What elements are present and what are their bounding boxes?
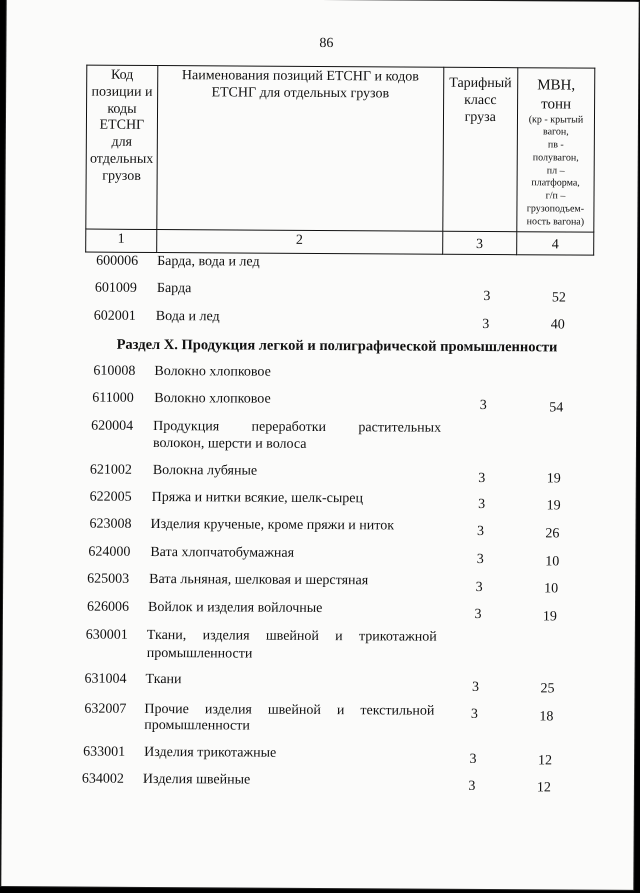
row-name-line2: промышленности xyxy=(146,645,253,662)
row-mvn: 18 xyxy=(539,709,554,725)
row-name-line2: промышленности xyxy=(144,717,250,734)
row-code: 622005 xyxy=(89,489,132,505)
header-mvn-column xyxy=(517,68,595,232)
header-line: ЕТСНГ xyxy=(99,118,145,134)
row-code: 620004 xyxy=(91,418,134,434)
row-name: Продукция переработки растительных xyxy=(153,418,442,436)
table-row xyxy=(5,279,640,306)
header-subline: пв - xyxy=(547,139,564,151)
row-tariff-class: 3 xyxy=(468,778,476,794)
row-tariff-class: 3 xyxy=(469,751,477,767)
row-tariff-class: 3 xyxy=(482,316,490,333)
header-subline: (кр - крытый xyxy=(528,113,584,126)
row-name: Волокно хлопковое xyxy=(154,363,271,380)
header-tariff-column xyxy=(442,67,517,231)
row-code: 602001 xyxy=(93,308,136,324)
row-mvn: 12 xyxy=(538,753,553,769)
header-subline: пл – xyxy=(546,165,565,177)
table-row xyxy=(4,417,640,452)
header-subline: г/п – xyxy=(545,190,566,202)
row-tariff-class: 3 xyxy=(471,679,480,695)
row-name: Войлок и изделия войлочные xyxy=(147,599,323,617)
header-line: грузов xyxy=(102,168,141,184)
header-line: МВН, xyxy=(537,77,576,94)
row-name: Ткани xyxy=(145,671,182,688)
row-tariff-class: 3 xyxy=(478,496,486,513)
row-code: 625003 xyxy=(87,571,130,587)
row-tariff-class: 3 xyxy=(476,551,484,568)
row-name: Вата льняная, шелковая и шерстяная xyxy=(149,571,369,589)
header-line: ЕТСНГ для отдельных грузов xyxy=(211,85,390,102)
column-number-row xyxy=(86,229,594,255)
row-name: Барда xyxy=(156,281,192,297)
row-code: 630001 xyxy=(85,627,128,643)
table-row xyxy=(3,543,640,570)
row-code: 600006 xyxy=(96,253,139,269)
row-code: 621002 xyxy=(89,462,132,478)
header-line: Код xyxy=(110,67,134,83)
row-name: Изделия крученые, кроме пряжи и ниток xyxy=(150,516,395,534)
row-mvn: 19 xyxy=(546,471,561,487)
row-code: 623008 xyxy=(89,516,132,532)
row-mvn: 10 xyxy=(544,581,559,597)
row-mvn: 12 xyxy=(536,780,551,796)
table-row xyxy=(4,515,640,542)
row-mvn: 26 xyxy=(545,526,560,542)
header-code-column xyxy=(86,65,158,229)
section-title: Раздел X. Продукция легкой и полиграфической промышленности xyxy=(116,336,558,356)
row-name: Вода и лед xyxy=(155,308,220,325)
row-code: 626006 xyxy=(86,599,130,615)
table-row xyxy=(5,307,640,333)
header-subline: полувагон, xyxy=(532,152,579,164)
table-row xyxy=(2,743,640,769)
header-line: тонн xyxy=(541,96,572,113)
table-row xyxy=(4,488,640,514)
header-subline: платформа, xyxy=(531,177,580,190)
row-tariff-class: 3 xyxy=(483,288,491,305)
row-mvn: 19 xyxy=(542,609,557,625)
table-header xyxy=(85,65,595,256)
header-line: Наименования позиций ЕТСНГ и кодов xyxy=(181,68,419,85)
table-row xyxy=(3,570,640,597)
row-mvn: 19 xyxy=(546,498,561,514)
column-number: 2 xyxy=(156,229,442,254)
header-row xyxy=(86,65,595,232)
row-name: Вата хлопчатобумажная xyxy=(150,544,295,561)
row-tariff-class: 3 xyxy=(476,523,485,540)
row-code: 624000 xyxy=(88,544,131,560)
header-line: класс xyxy=(464,92,497,108)
row-mvn: 52 xyxy=(551,290,566,306)
row-tariff-class: 3 xyxy=(479,397,487,414)
row-tariff-class: 3 xyxy=(475,579,483,595)
header-line: позиции и xyxy=(91,84,153,100)
table-row xyxy=(4,461,640,487)
document-page xyxy=(1,0,638,890)
row-mvn: 25 xyxy=(540,681,555,697)
table-row xyxy=(4,362,640,380)
row-name: Волокна лубяные xyxy=(152,462,258,479)
table-row xyxy=(2,770,640,796)
row-code: 611000 xyxy=(92,390,134,406)
row-name: Изделия трикотажные xyxy=(144,744,277,761)
table-row xyxy=(2,700,640,734)
column-number: 1 xyxy=(86,229,157,252)
row-name: Ткани, изделия швейной и трикотажной xyxy=(146,627,437,645)
table-row xyxy=(4,389,640,416)
row-name: Пряжа и нитки всякие, шелк-сырец xyxy=(151,489,364,507)
header-line: для xyxy=(111,134,133,151)
row-code: 634002 xyxy=(81,771,124,787)
header-line: коды xyxy=(107,101,137,117)
row-code: 631004 xyxy=(84,671,127,687)
row-code: 601009 xyxy=(94,280,137,296)
header-subline: ность вагона) xyxy=(526,216,585,228)
header-line: отдельных xyxy=(89,151,154,167)
header-subline: вагон, xyxy=(543,126,569,138)
header-subline: грузоподъем- xyxy=(526,203,585,215)
row-name: Прочие изделия швейной и текстильной xyxy=(144,701,435,719)
row-code: 632007 xyxy=(84,701,127,717)
row-name-line2: волокон, шерсти и волоса xyxy=(152,435,307,452)
row-name: Волокно хлопковое xyxy=(154,390,271,407)
row-tariff-class: 3 xyxy=(470,706,478,722)
header-line: Тарифный xyxy=(449,75,512,92)
table-row xyxy=(3,626,640,662)
row-code: 633001 xyxy=(83,744,126,760)
row-mvn: 54 xyxy=(549,400,564,416)
column-number: 3 xyxy=(442,231,517,254)
header-name-column xyxy=(157,66,444,231)
table-row xyxy=(3,598,640,625)
header-line: груза xyxy=(464,109,496,125)
row-mvn: 40 xyxy=(550,317,565,333)
row-name: Барда, вода и лед xyxy=(157,254,260,270)
row-tariff-class: 3 xyxy=(478,470,486,487)
row-code: 610008 xyxy=(93,363,136,379)
row-name: Изделия швейные xyxy=(142,771,251,788)
table-row xyxy=(3,670,640,697)
page-number: 86 xyxy=(319,35,334,52)
row-tariff-class: 3 xyxy=(474,606,482,622)
column-number: 4 xyxy=(517,231,594,254)
row-mvn: 10 xyxy=(545,554,560,570)
